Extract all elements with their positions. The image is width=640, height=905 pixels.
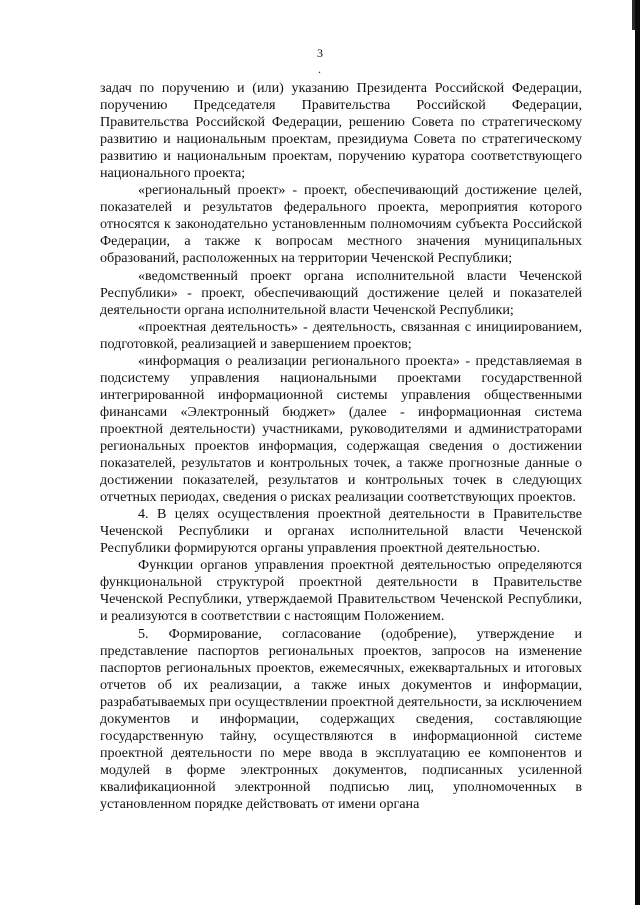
paragraph-functions: Функции органов управления проектной деятельностью определяются функциональной структурой проектной деятельности в Правительстве Чеченской Республики, утверждаемой Правительством Чеченской Республики, и реализуются в соответствии с настоящим Положением.: [100, 557, 582, 625]
paragraph-departmental-project: «ведомственный проект органа исполнительной власти Чеченской Республики» - проект, обеспечивающий достижение целей и показателей деятельности органа исполнительной власти Чеченской Республики;: [100, 267, 582, 318]
paragraph-clause-5: 5. Формирование, согласование (одобрение), утверждение и представление паспортов региональных проектов, запросов на изменение паспортов региональных проектов, ежемесячных, ежеквартальных и итоговых отчетов об их реализации, а также иных документов и информации, разрабатываемых при осуществлении проектной деятельности, за исключением документов и информации, содержащих сведения, составляющие государственную тайну, осуществляются в информационной системе проектной деятельности по мере ввода в эксплуатацию ее компонентов и модулей в форме электронных документов, подписанных усиленной квалификационной электронной подписью лиц, уполномоченных в установленном порядке действовать от имени органа: [100, 625, 582, 812]
scan-edge-shadow: [632, 0, 635, 30]
page-number: 3: [317, 46, 323, 60]
document-body: [100, 80, 582, 813]
paragraph-clause-4: 4. В целях осуществления проектной деятельности в Правительстве Чеченской Республики и органах исполнительной власти Чеченской Республики формируются органы управления проектной деятельностью.: [100, 506, 582, 557]
paragraph-continuation: задач по поручению и (или) указанию Президента Российской Федерации, поручению Председателя Правительства Российской Федерации, Правительства Российской Федерации, решению Совета по стратегическому развитию и национальным проектам, президиума Совета по стратегическому развитию и национальным проектам, поручению куратора соответствующего национального проекта;: [100, 80, 582, 182]
paragraph-regional-project: «региональный проект» - проект, обеспечивающий достижение целей, показателей и результатов федерального проекта, мероприятия которого относятся к законодательно установленным полномочиям субъекта Российской Федерации, а также к вопросам местного значения муниципальных образований, расположенных на территории Чеченской Республики;: [100, 182, 582, 267]
paragraph-implementation-info: «информация о реализации регионального проекта» - представляемая в подсистему управления национальными проектами государственной интегрированной информационной системы управления общественными финансами «Электронный бюджет» (далее - информационная система проектной деятельности) участниками, руководителями и администраторами региональных проектов информация, содержащая сведения о достижении показателей, результатов и контрольных точек, а также прогнозные данные о достижении показателей, результатов и контрольных точек в следующих отчетных периодах, сведения о рисках реализации соответствующих проектов.: [100, 352, 582, 506]
paragraph-project-activity: «проектная деятельность» - деятельность, связанная с инициированием, подготовкой, реализацией и завершением проектов;: [100, 318, 582, 352]
scan-edge: [635, 0, 640, 905]
scan-mark: .: [318, 62, 321, 76]
